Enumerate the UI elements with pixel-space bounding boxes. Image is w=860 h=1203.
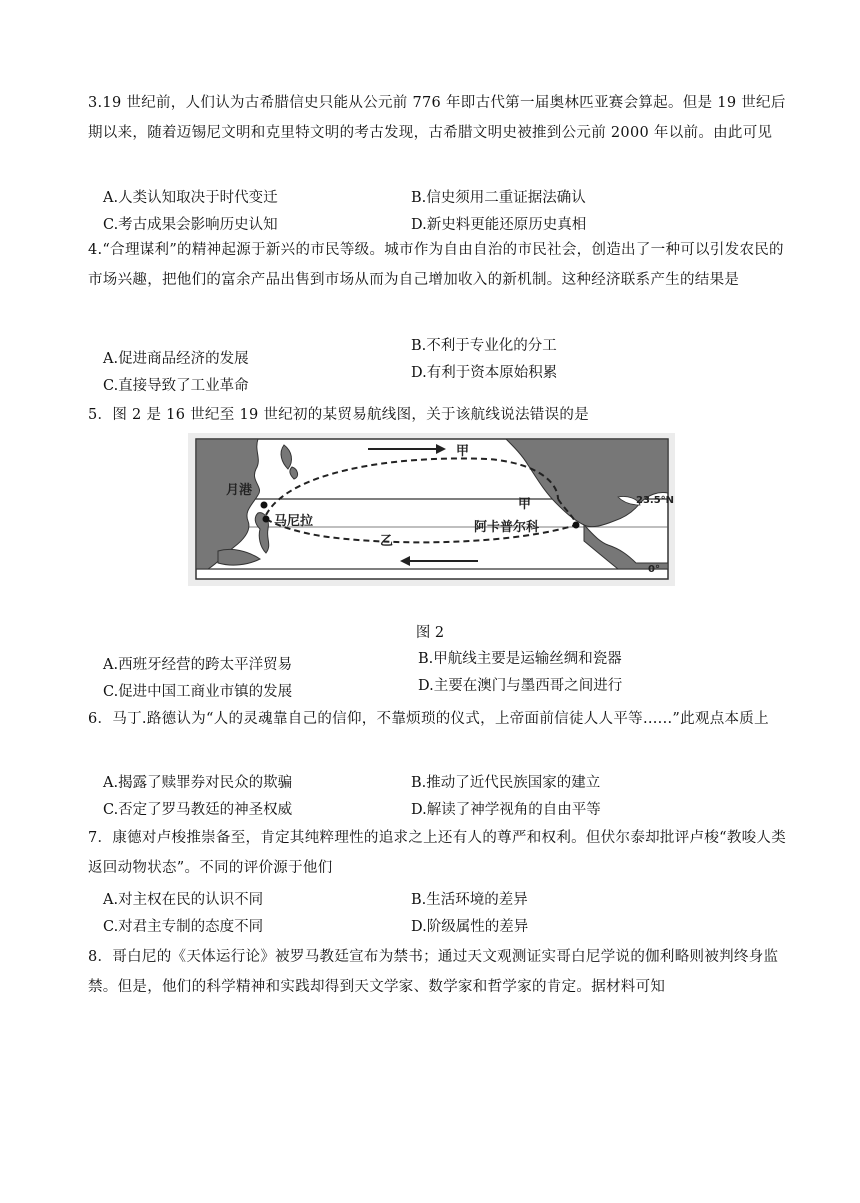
label-route-jia-right: 甲 [518, 497, 532, 512]
q6-option-a[interactable]: A.揭露了赎罪券对民众的欺骗 [103, 775, 293, 791]
q3-option-c[interactable]: C.考古成果会影响历史认知 [103, 217, 278, 233]
q5-option-d[interactable]: D.主要在澳门与墨西哥之间进行 [418, 678, 623, 694]
label-route-yi: 乙 [380, 534, 394, 549]
trade-route-map [188, 433, 675, 586]
question-8-stem: 8．哥白尼的《天体运行论》被罗马教廷宣布为禁书；通过天文观测证实哥白尼学说的伽利略则被判终身监禁。但是，他们的科学精神和实践却得到天文学家、数学家和哲学家的肯定。据材料可知 [88, 949, 779, 995]
label-manila: 马尼拉 [274, 514, 314, 529]
q7-option-a[interactable]: A.对主权在民的认识不同 [103, 892, 264, 908]
acapulco-port-marker [573, 522, 580, 529]
yuegang-port-marker [261, 502, 268, 509]
label-acapulco: 阿卡普尔科 [474, 520, 540, 535]
q4-option-d[interactable]: D.有利于资本原始积累 [411, 365, 558, 381]
q3-option-a[interactable]: A.人类认知取决于时代变迁 [103, 190, 278, 206]
q4-option-c[interactable]: C.直接导致了工业革命 [103, 378, 249, 394]
question-3-stem: 3.19 世纪前，人们认为古希腊信史只能从公元前 776 年即古代第一届奥林匹亚赛会算起。但是 19 世纪后期以来，随着迈锡尼文明和克里特文明的考古发现，古希腊文明史被推到公元前 2000 年以前。由此可见 [88, 95, 786, 141]
q6-option-d[interactable]: D.解读了神学视角的自由平等 [411, 802, 601, 818]
question-4-stem: 4.“合理谋利”的精神起源于新兴的市民等级。城市作为自由自治的市民社会，创造出了一种可以引发农民的市场兴趣，把他们的富余产品出售到市场从而为自己增加收入的新机制。这种经济联系产生的结果是 [88, 242, 784, 288]
figure-caption: 图 2 [415, 625, 445, 641]
question-6-stem: 6．马丁.路德认为“人的灵魂靠自己的信仰，不靠烦琐的仪式，上帝面前信徒人人平等......”此观点本质上 [88, 711, 769, 727]
q7-option-c[interactable]: C.对君主专制的态度不同 [103, 919, 264, 935]
q6-option-c[interactable]: C.否定了罗马教廷的神圣权威 [103, 802, 293, 818]
manila-port-marker [263, 516, 270, 523]
question-7-stem: 7．康德对卢梭推崇备至，肯定其纯粹理性的追求之上还有人的尊严和权利。但伏尔泰却批评卢梭“教唆人类返回动物状态”。不同的评价源于他们 [88, 830, 787, 876]
question-5-stem: 5．图 2 是 16 世纪至 19 世纪初的某贸易航线图，关于该航线说法错误的是 [88, 407, 590, 423]
q3-option-b[interactable]: B.信史须用二重证据法确认 [411, 190, 586, 206]
q4-option-a[interactable]: A.促进商品经济的发展 [103, 351, 249, 367]
label-yuegang: 月港 [226, 483, 253, 498]
q4-option-b[interactable]: B.不利于专业化的分工 [411, 338, 557, 354]
q7-option-b[interactable]: B.生活环境的差异 [411, 892, 528, 908]
q5-option-b[interactable]: B.甲航线主要是运输丝绸和瓷器 [418, 651, 622, 667]
q5-option-c[interactable]: C.促进中国工商业市镇的发展 [103, 684, 293, 700]
q7-option-d[interactable]: D.阶级属性的差异 [411, 919, 529, 935]
label-equator-latitude: 0° [648, 564, 660, 575]
label-tropic-latitude: 23.5°N [636, 495, 675, 506]
q6-option-b[interactable]: B.推动了近代民族国家的建立 [411, 775, 601, 791]
q5-option-a[interactable]: A.西班牙经营的跨太平洋贸易 [103, 657, 293, 673]
q3-option-d[interactable]: D.新史料更能还原历史真相 [411, 217, 587, 233]
label-route-jia-top: 甲 [456, 444, 470, 459]
